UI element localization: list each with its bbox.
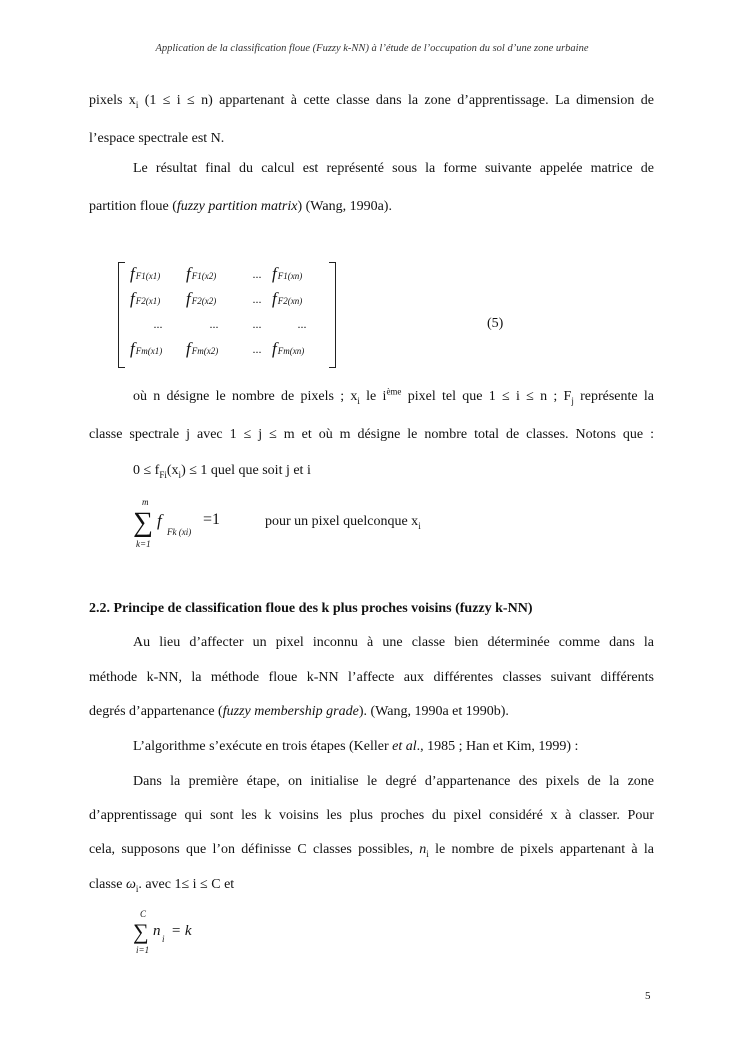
matrix-cell bbox=[186, 339, 242, 365]
cell-subscript: Fm(xn) bbox=[277, 346, 305, 356]
matrix-cell: ... bbox=[252, 267, 262, 281]
matrix-cell: ... bbox=[153, 317, 163, 331]
cell-subscript: F2(xn) bbox=[277, 296, 303, 306]
sum-rhs: =1 bbox=[203, 511, 221, 528]
f-symbol: f bbox=[130, 264, 135, 283]
cell-subscript: F1(x1) bbox=[135, 271, 161, 281]
paragraph-line: où n désigne le nombre de pixels ; $x_i$ le $i^{ème}$ pixel tel que 1 ≤ i ≤ n ; $F_j$ représente la bbox=[133, 386, 654, 406]
matrix-grid bbox=[130, 264, 332, 365]
paragraph-line: classe spectrale j avec 1 ≤ j ≤ m et où m désigne le nombre total de classes. Notons que : bbox=[89, 427, 654, 442]
cell-subscript: F1(x2) bbox=[191, 271, 217, 281]
matrix-cell: ... bbox=[297, 317, 307, 331]
matrix-cell bbox=[130, 339, 186, 365]
matrix-cell: ... bbox=[209, 317, 219, 331]
running-header: Application de la classification floue (Fuzzy k-NN) à l’étude de l’occupation du sol d’une zone urbaine bbox=[155, 43, 589, 54]
cell-subscript: Fm(x1) bbox=[135, 346, 163, 356]
paragraph-line: partition floue (fuzzy partition matrix) (Wang, 1990a). bbox=[89, 199, 392, 214]
f-symbol: f bbox=[186, 339, 191, 358]
f-symbol: f bbox=[272, 264, 277, 283]
f-symbol: f bbox=[130, 339, 135, 358]
matrix-cell: ... bbox=[252, 292, 262, 306]
paragraph-line: L’algorithme s’exécute en trois étapes (Keller et al., 1985 ; Han et Kim, 1999) : bbox=[133, 739, 579, 754]
sum-formula-k bbox=[133, 910, 253, 956]
matrix-cell: ... bbox=[252, 342, 262, 356]
sum-lower-limit: k=1 bbox=[136, 539, 151, 549]
sum-upper-limit: C bbox=[140, 909, 147, 919]
f-subscript: Fk (xi) bbox=[167, 527, 192, 537]
sum-upper-limit: m bbox=[142, 497, 149, 507]
matrix-cell bbox=[130, 289, 186, 314]
sum-lower-limit: i=1 bbox=[136, 945, 150, 955]
sum-formula-membership bbox=[133, 498, 533, 550]
paragraph-line: Au lieu d’affecter un pixel inconnu à une classe bien déterminée comme dans la bbox=[133, 635, 654, 650]
paragraph-line: degrés d’appartenance (fuzzy membership grade). (Wang, 1990a et 1990b). bbox=[89, 704, 509, 719]
paragraph-line: cela, supposons que l’on définisse C classes possibles, $n_i$ le nombre de pixels appartenant à la bbox=[89, 842, 654, 859]
equation-number: (5) bbox=[487, 316, 504, 331]
paragraph-line: d’apprentissage qui sont les k voisins les plus proches du pixel considéré x à classer. Pour bbox=[89, 808, 654, 823]
paragraph-line: classe $\omega_i$. avec 1≤ i ≤ C et bbox=[89, 877, 235, 894]
sigma-symbol: ∑ bbox=[133, 507, 153, 538]
f-symbol: f bbox=[157, 511, 162, 530]
sigma-symbol: ∑ bbox=[133, 919, 149, 944]
paragraph-line: Le résultat final du calcul est représenté sous la forme suivante appelée matrice de bbox=[133, 161, 654, 176]
cell-subscript: Fm(x2) bbox=[191, 346, 219, 356]
f-symbol: f bbox=[186, 264, 191, 283]
f-symbol: f bbox=[186, 289, 191, 308]
sum-rhs: = k bbox=[171, 923, 192, 939]
matrix-cell bbox=[272, 264, 332, 289]
matrix-cell bbox=[272, 289, 332, 314]
matrix-cell bbox=[130, 264, 186, 289]
n-symbol: n bbox=[153, 923, 161, 939]
paragraph-line: l’espace spectrale est N. bbox=[89, 131, 225, 146]
sum-note: pour un pixel quelconque $x_i$ bbox=[265, 514, 421, 531]
cell-subscript: F2(x1) bbox=[135, 296, 161, 306]
section-heading: 2.2. Principe de classification floue des k plus proches voisins (fuzzy k-NN) bbox=[89, 601, 533, 616]
cell-subscript: F1(xn) bbox=[277, 271, 303, 281]
paragraph-line: pixels $x_i$ (1 ≤ i ≤ n) appartenant à cette classe dans la zone d’apprentissage. La dimension de bbox=[89, 93, 654, 110]
paragraph-line: Dans la première étape, on initialise le degré d’appartenance des pixels de la zone bbox=[133, 774, 654, 789]
f-symbol: f bbox=[272, 289, 277, 308]
paragraph-line: méthode k-NN, la méthode floue k-NN l’affecte aux différentes classes suivant différents bbox=[89, 670, 654, 685]
cell-subscript: F2(x2) bbox=[191, 296, 217, 306]
matrix-cell: ... bbox=[252, 317, 262, 331]
page-number: 5 bbox=[645, 990, 651, 1002]
matrix-cell bbox=[272, 339, 332, 365]
f-symbol: f bbox=[272, 339, 277, 358]
left-bracket bbox=[118, 262, 125, 368]
condition-formula: $0 \le f_{Fi}(x_i) \le 1$ quel que soit j et i bbox=[133, 463, 311, 480]
matrix-cell bbox=[186, 289, 242, 314]
matrix-cell bbox=[186, 264, 242, 289]
fuzzy-partition-matrix bbox=[118, 262, 336, 368]
n-subscript: i bbox=[162, 934, 165, 944]
f-symbol: f bbox=[130, 289, 135, 308]
